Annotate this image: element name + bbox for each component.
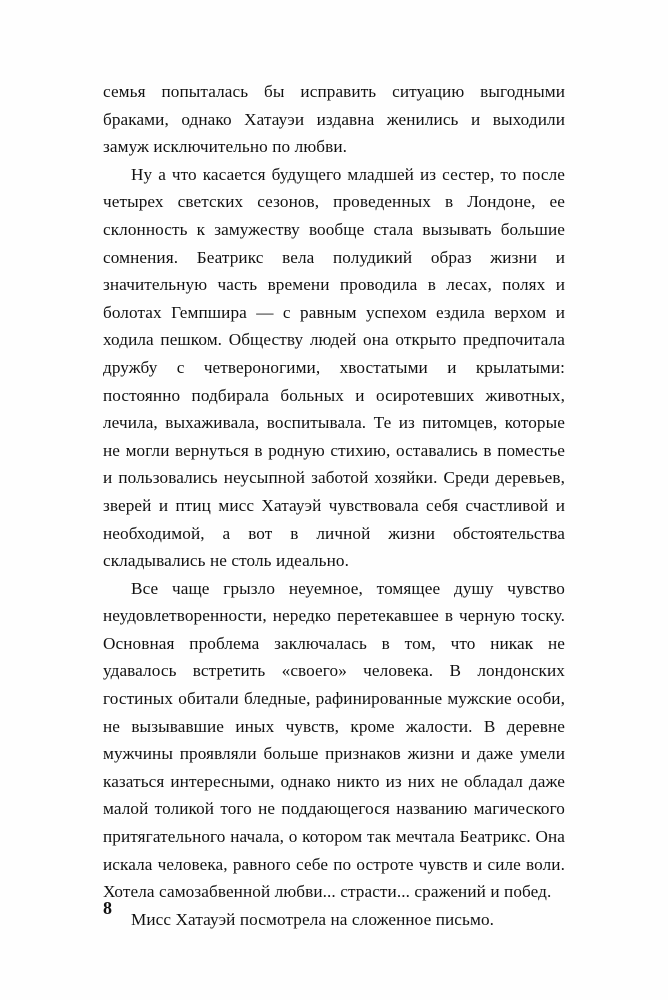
paragraph: Ну а что касается будущего младшей из сестер, то после четырех светских сезонов, проведенных в Лондоне, ее склонность к замужеству вообще стала вызывать большие сомнения. Беатрикс вела полудикий образ жизни и значительную часть времени проводила в лесах, полях и болотах Гемпшира — с равным успехом ездила верхом и ходила пешком. Обществу людей она открыто предпочитала дружбу с четвероногими, хвостатыми и крылатыми: постоянно подбирала больных и осиротевших животных, лечила, выхаживала, воспитывала. Те из питомцев, которые не могли вернуться в родную стихию, оставались в поместье и пользовались неусыпной заботой хозяйки. Среди деревьев, зверей и птиц мисс Хатауэй чувствовала себя счастливой и необходимой, а вот в личной жизни обстоятельства складывались не столь идеально.	[103, 164, 565, 571]
body-text-column	[103, 78, 565, 933]
paragraph: Мисс Хатауэй посмотрела на сложенное письмо.	[131, 909, 495, 929]
page-number: 8	[103, 898, 112, 918]
paragraph: семья попыталась бы исправить ситуацию выгодными браками, однако Хатауэи издавна женились и выходили замуж исключительно по любви.	[103, 82, 565, 157]
paragraph: Все чаще грызло неуемное, томящее душу чувство неудовлетворенности, нередко перетекавшее в черную тоску. Основная проблема заключалась в том, что никак не удавалось встретить «своего» человека. В лондонских гостиных обитали бледные, рафинированные мужские особи, не вызывавшие иных чувств, кроме жалости. В деревне мужчины проявляли больше признаков жизни и даже умели казаться интересными, однако никто из них не обладал даже малой толикой того не поддающегося названию магического притягательного начала, о котором так мечтала Беатрикс. Она искала человека, равного себе по остроте чувств и силе воли. Хотела самозабвенной любви... страсти... сражений и побед.	[103, 578, 565, 902]
